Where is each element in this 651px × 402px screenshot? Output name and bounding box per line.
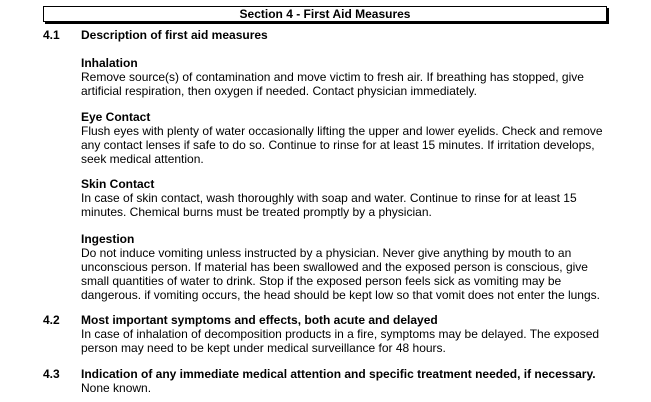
text-line: In case of skin contact, wash thoroughly with soap and water. Continue to rinse for at least 15 [81,191,577,205]
measure-text [81,124,601,166]
text-line: any contact lenses if safe to do so. Continue to rinse for at least 15 minutes. If irritation develops, [81,138,595,152]
measure-title: Ingestion [81,232,135,246]
subsection-4-2-text [81,327,601,355]
measure-title: Eye Contact [81,110,151,124]
measure-ingestion [81,232,601,302]
measure-text [81,191,601,219]
subsection-4-3-text [81,381,601,395]
text-line: unconscious person. If material has been swallowed and the exposed person is conscious, give [81,260,588,274]
subsection-heading: Most important symptoms and effects, both acute and delayed [81,313,438,327]
text-line: Flush eyes with plenty of water occasionally lifting the upper and lower eyelids. Check and remove [81,124,603,138]
subsection-heading: Description of first aid measures [81,28,268,42]
subsection-heading: Indication of any immediate medical attention and specific treatment needed, if necessary. [81,367,596,381]
subsection-number: 4.2 [43,313,60,327]
subsection-4-2-heading [43,313,438,327]
text-line: small quantities of water to drink. Stop if the exposed person feels sick as vomiting may be [81,274,562,288]
text-line: Do not induce vomiting unless instructed by a physician. Never give anything by mouth to an [81,246,572,260]
text-line: In case of inhalation of decomposition products in a fire, symptoms may be delayed. The exposed [81,327,600,341]
measure-title: Skin Contact [81,177,155,191]
section-header [43,6,607,22]
text-line: None known. [81,381,152,395]
subsection-4-3-heading [43,367,596,381]
subsection-4-1-heading [43,28,268,42]
measure-eye-contact [81,110,601,166]
subsection-number: 4.1 [43,28,60,42]
text-line: minutes. Chemical burns must be treated promptly by a physician. [81,205,432,219]
subsection-number: 4.3 [43,367,60,381]
text-line: Remove source(s) of contamination and move victim to fresh air. If breathing has stopped, give [81,70,584,84]
measure-text [81,246,601,302]
measure-inhalation [81,56,601,98]
measure-skin-contact [81,177,601,219]
text-line: dangerous. if vomiting occurs, the head should be kept low so that vomit does not enter the lungs. [81,288,600,302]
section-title: Section 4 - First Aid Measures [239,7,411,21]
measure-title: Inhalation [81,56,138,70]
measure-text [81,70,601,98]
text-line: person may need to be kept under medical surveillance for 48 hours. [81,341,446,355]
text-line: artificial respiration, then oxygen if needed. Contact physician immediately. [81,84,477,98]
text-line: seek medical attention. [81,152,204,166]
